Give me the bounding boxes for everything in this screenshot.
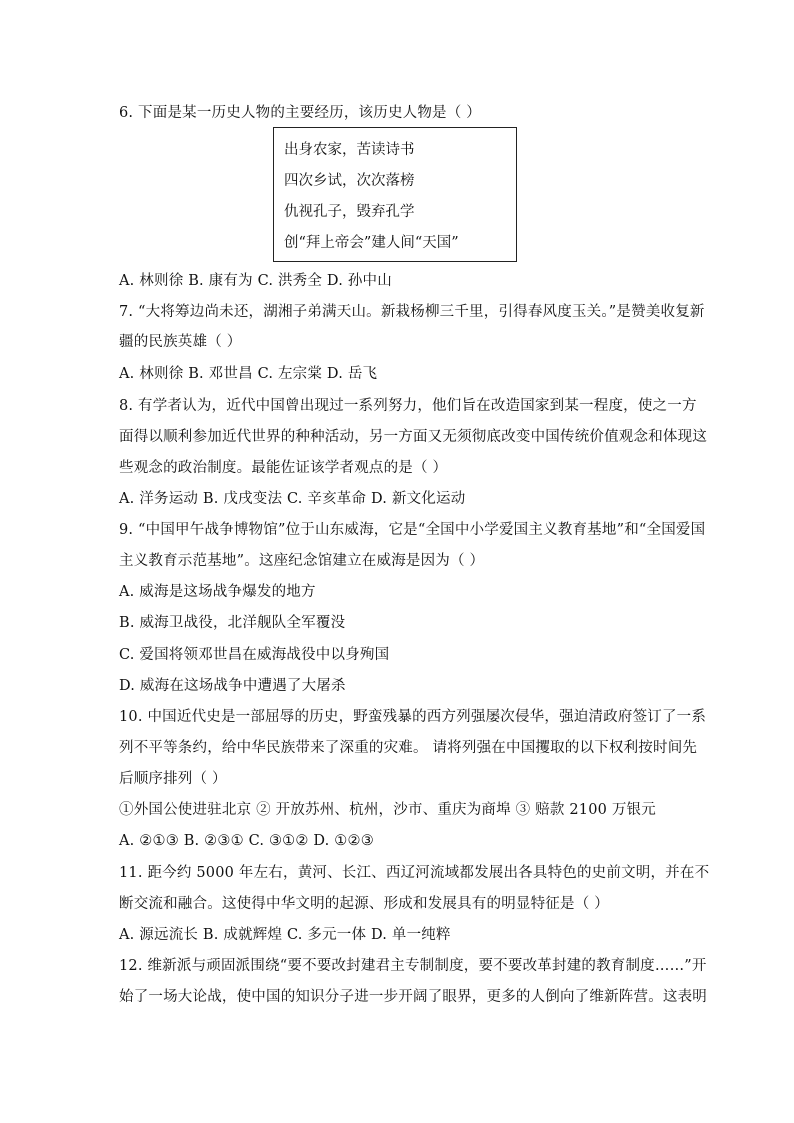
question-10-items: ①外国公使进驻北京 ② 开放苏州、杭州，沙市、重庆为商埠 ③ 赔款 2100 万银元 — [119, 802, 656, 818]
question-11-line-2: 断交流和融合。这使得中华文明的起源、形成和发展具有的明显特征是（ ） — [119, 896, 609, 912]
question-10-line-2: 列不平等条约，给中华民族带来了深重的灾难。 请将列强在中国攫取的以下权利按时间先 — [119, 740, 698, 756]
question-8-line-3: 些观念的政治制度。最能佐证该学者观点的是（ ） — [119, 460, 448, 476]
question-6-options: A. 林则徐 B. 康有为 C. 洪秀全 D. 孙中山 — [119, 273, 392, 289]
question-8-line-2: 面得以顺利参加近代世界的种种活动，另一方面又无须彻底改变中国传统价值观念和体现这 — [119, 429, 707, 445]
question-12-line-1: 12. 维新派与顽固派围绕“要不要改封建君主专制制度，要不要改革封建的教育制度……”开 — [119, 958, 707, 974]
question-9-option-c: C. 爱国将领邓世昌在威海战役中以身殉国 — [119, 647, 390, 663]
question-9-option-a: A. 威海是这场战争爆发的地方 — [119, 584, 316, 600]
question-12-line-2: 始了一场大论战，使中国的知识分子进一步开阔了眼界，更多的人倒向了维新阵营。这表明 — [119, 989, 707, 1005]
question-10-line-1: 10. 中国近代史是一部屈辱的历史，野蛮残暴的西方列强屡次侵华，强迫清政府签订了一系 — [119, 709, 707, 725]
question-11-options: A. 源远流长 B. 成就辉煌 C. 多元一体 D. 单一纯粹 — [119, 927, 451, 943]
question-9-line-1: 9. “中国甲午战争博物馆”位于山东威海，它是“全国中小学爱国主义教育基地”和“全国爱国 — [119, 522, 706, 538]
info-box-line-2: 四次乡试，次次落榜 — [284, 173, 415, 189]
info-box-line-1: 出身农家，苦读诗书 — [284, 142, 415, 158]
question-9-line-2: 主义教育示范基地”。这座纪念馆建立在威海是因为（ ） — [119, 553, 485, 569]
question-7-line-2: 疆的民族英雄（ ） — [119, 334, 242, 350]
info-box-line-3: 仇视孔子，毁弃孔学 — [284, 204, 415, 220]
question-10-line-3: 后顺序排列（ ） — [119, 771, 227, 787]
question-9-option-d: D. 威海在这场战争中遭遇了大屠杀 — [119, 678, 346, 694]
question-6-stem: 6. 下面是某一历史人物的主要经历，该历史人物是（ ） — [119, 105, 481, 121]
question-8-options: A. 洋务运动 B. 戊戌变法 C. 辛亥革命 D. 新文化运动 — [119, 491, 466, 507]
question-7-options: A. 林则徐 B. 邓世昌 C. 左宗棠 D. 岳飞 — [119, 366, 378, 382]
question-8-line-1: 8. 有学者认为，近代中国曾出现过一系列努力，他们旨在改造国家到某一程度，使之一方 — [119, 398, 697, 414]
question-11-line-1: 11. 距今约 5000 年左右，黄河、长江、西辽河流域都发展出各具特色的史前文明，并在不 — [119, 865, 710, 881]
question-6-info-box — [273, 127, 517, 262]
info-box-line-4: 创“拜上帝会”建人间“天国” — [284, 235, 459, 251]
question-10-options: A. ②①③ B. ②③① C. ③①② D. ①②③ — [119, 833, 374, 849]
question-9-option-b: B. 威海卫战役，北洋舰队全军覆没 — [119, 615, 346, 631]
question-7-line-1: 7. “大将筹边尚未还，湖湘子弟满天山。新栽杨柳三千里，引得春风度玉关。”是赞美收复新 — [119, 304, 705, 320]
